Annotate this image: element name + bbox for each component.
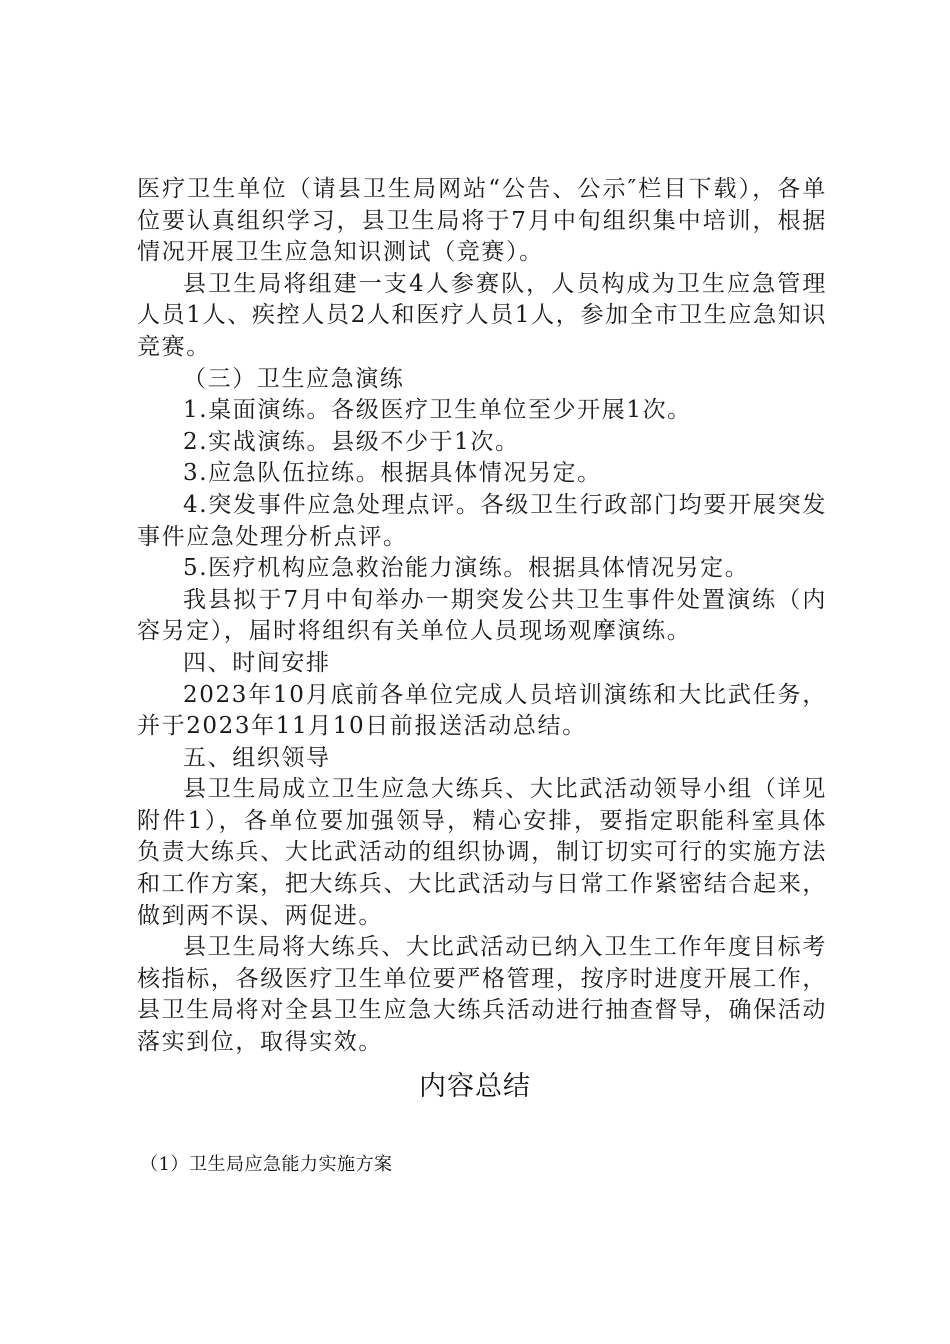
list-item-field-drill: 2.实战演练。县级不少于1次。 <box>183 428 520 455</box>
list-item-tabletop-drill: 1.桌面演练。各级医疗卫生单位至少开展1次。 <box>183 397 692 424</box>
paragraph-download-notice: 医疗卫生单位（请县卫生局网站“公告、公示″栏目下载），各单位要认真组织学习，县卫生局将于7月中旬组织集中培训，根据情况开展卫生应急知识测试（竞赛）。 <box>137 176 827 266</box>
list-item-team-training: 3.应急队伍拉练。根据具体情况另定。 <box>183 460 602 487</box>
paragraph-assessment: 县卫生局将大练兵、大比武活动已纳入卫生工作年度目标考核指标，各级医疗卫生单位要严格管理，按序时进度开展工作，县卫生局将对全县卫生应急大练兵活动进行抽查督导，确保活动落实到位，取得实效。 <box>137 934 827 1056</box>
paragraph-schedule: 2023年10月底前各单位完成人员培训演练和大比武任务，并于2023年11月10日前报送活动总结。 <box>137 681 827 740</box>
paragraph-competition-team: 县卫生局将组建一支4人参赛队，人员构成为卫生应急管理人员1人、疾控人员2人和医疗人员1人，参加全市卫生应急知识竞赛。 <box>137 270 827 360</box>
section-heading-leadership: 五、组织领导 <box>183 744 331 771</box>
list-item-incident-review: 4.突发事件应急处理点评。各级卫生行政部门均要开展突发事件应急处理分析点评。 <box>137 491 827 550</box>
paragraph-county-drill: 我县拟于7月中旬举办一期突发公共卫生事件处置演练（内容另定），届时将组织有关单位人员现场观摩演练。 <box>137 586 827 645</box>
paragraph-leadership-group: 县卫生局成立卫生应急大练兵、大比武活动领导小组（详见附件1），各单位要加强领导，精心安排，要指定职能科室具体负责大练兵、大比武活动的组织协调，制订切实可行的实施方法和工作方案，把大练兵、大比武活动与日常工作紧密结合起来，做到两不误、两促进。 <box>137 776 827 929</box>
summary-title: 内容总结 <box>419 1071 531 1102</box>
section-heading-drills: （三）卫生应急演练 <box>183 365 405 392</box>
document-body <box>137 174 827 1059</box>
summary-item: （1）卫生局应急能力实施方案 <box>140 1154 393 1175</box>
list-item-treatment-drill: 5.医疗机构应急救治能力演练。根据具体情况另定。 <box>183 555 750 582</box>
section-heading-schedule: 四、时间安排 <box>183 649 331 676</box>
